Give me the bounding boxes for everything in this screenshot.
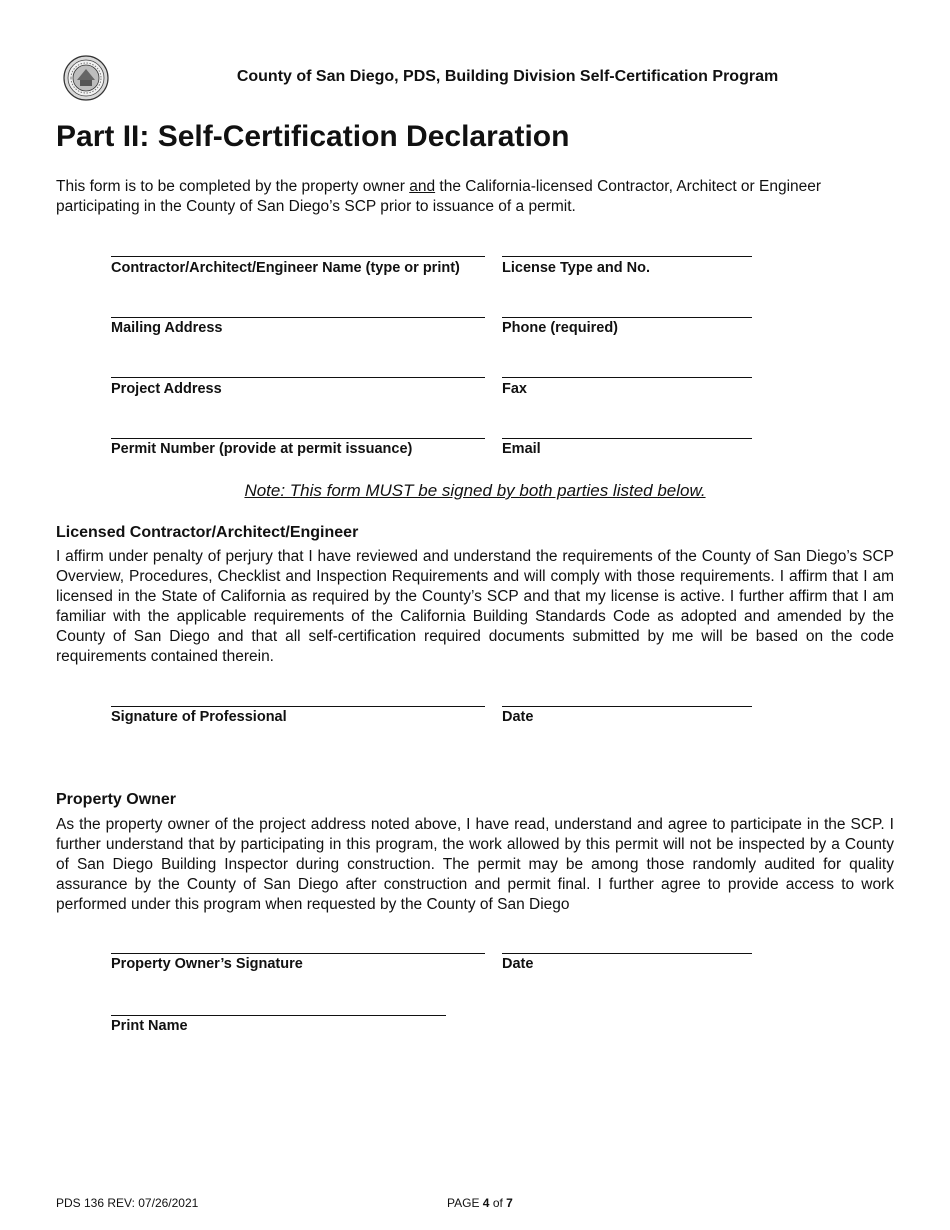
permit-number-field-line[interactable]	[111, 438, 485, 439]
professional-date-label: Date	[502, 709, 534, 725]
professional-heading: Licensed Contractor/Architect/Engineer	[56, 524, 359, 541]
mailing-address-field-line[interactable]	[111, 317, 485, 318]
professional-signature-line[interactable]	[111, 706, 485, 707]
name-field-line[interactable]	[111, 256, 485, 257]
header-title: County of San Diego, PDS, Building Division Self-Certification Program	[236, 68, 779, 85]
project-address-field-line[interactable]	[111, 377, 485, 378]
license-field-label: License Type and No.	[502, 260, 650, 276]
owner-date-label: Date	[502, 956, 534, 972]
project-address-label: Project Address	[111, 381, 222, 397]
professional-signature-label: Signature of Professional	[111, 709, 287, 725]
page-total: 7	[506, 1196, 513, 1210]
mailing-address-label: Mailing Address	[111, 320, 223, 336]
email-label: Email	[502, 441, 541, 457]
owner-signature-line[interactable]	[111, 953, 485, 954]
page-current: 4	[482, 1196, 490, 1210]
signature-note: Note: This form MUST be signed by both parties listed below.	[244, 481, 706, 500]
email-field-line[interactable]	[502, 438, 752, 439]
professional-affirmation: I affirm under penalty of perjury that I have reviewed and understand the requirements of the County of San Diego’s SCP Overview, Procedures, Checklist and Inspection Requirements and will comply with those requirements. I affirm that I am licensed in the State of California as required by the County’s SCP and that my license is active. I further affirm that I am familiar with the applicable requirements of the California Building Standards Code as adopted and amended by the County of San Diego and that all self-certification required documents submitted by me will be based on the code requirements contained therein.	[56, 548, 894, 665]
owner-signature-label: Property Owner’s Signature	[111, 956, 303, 972]
owner-heading: Property Owner	[56, 791, 177, 808]
permit-number-label: Permit Number (provide at permit issuance)	[111, 441, 413, 457]
page-number: PAGE 4 of 7	[447, 1196, 513, 1210]
page-title: Part II: Self-Certification Declaration	[56, 120, 570, 153]
intro-underlined-word: and	[409, 178, 436, 195]
form-id: PDS 136 REV: 07/26/2021	[56, 1196, 199, 1210]
professional-date-line[interactable]	[502, 706, 752, 707]
phone-field-line[interactable]	[502, 317, 752, 318]
fax-field-line[interactable]	[502, 377, 752, 378]
intro-paragraph: This form is to be completed by the property owner and the California-licensed Contractor, Architect or Engineer participating in the County of San Diego’s SCP prior to issuance of a permit.	[56, 178, 822, 215]
owner-date-line[interactable]	[502, 953, 752, 954]
phone-label: Phone (required)	[502, 320, 619, 336]
fax-label: Fax	[502, 381, 527, 397]
license-field-line[interactable]	[502, 256, 752, 257]
name-field-label: Contractor/Architect/Engineer Name (type or print)	[111, 260, 460, 276]
print-name-label: Print Name	[111, 1018, 188, 1034]
owner-agreement: As the property owner of the project address noted above, I have read, understand and agree to participate in the SCP. I further understand that by participating in this program, the work allowed by this permit will not be inspected by a County of San Diego Building Inspector during construction. The permit may be among those randomly audited for quality assurance by the County of San Diego after construction and permit final. I further agree to provide access to work performed under this program when requested by the County of San Diego	[56, 816, 894, 913]
print-name-line[interactable]	[111, 1015, 446, 1016]
